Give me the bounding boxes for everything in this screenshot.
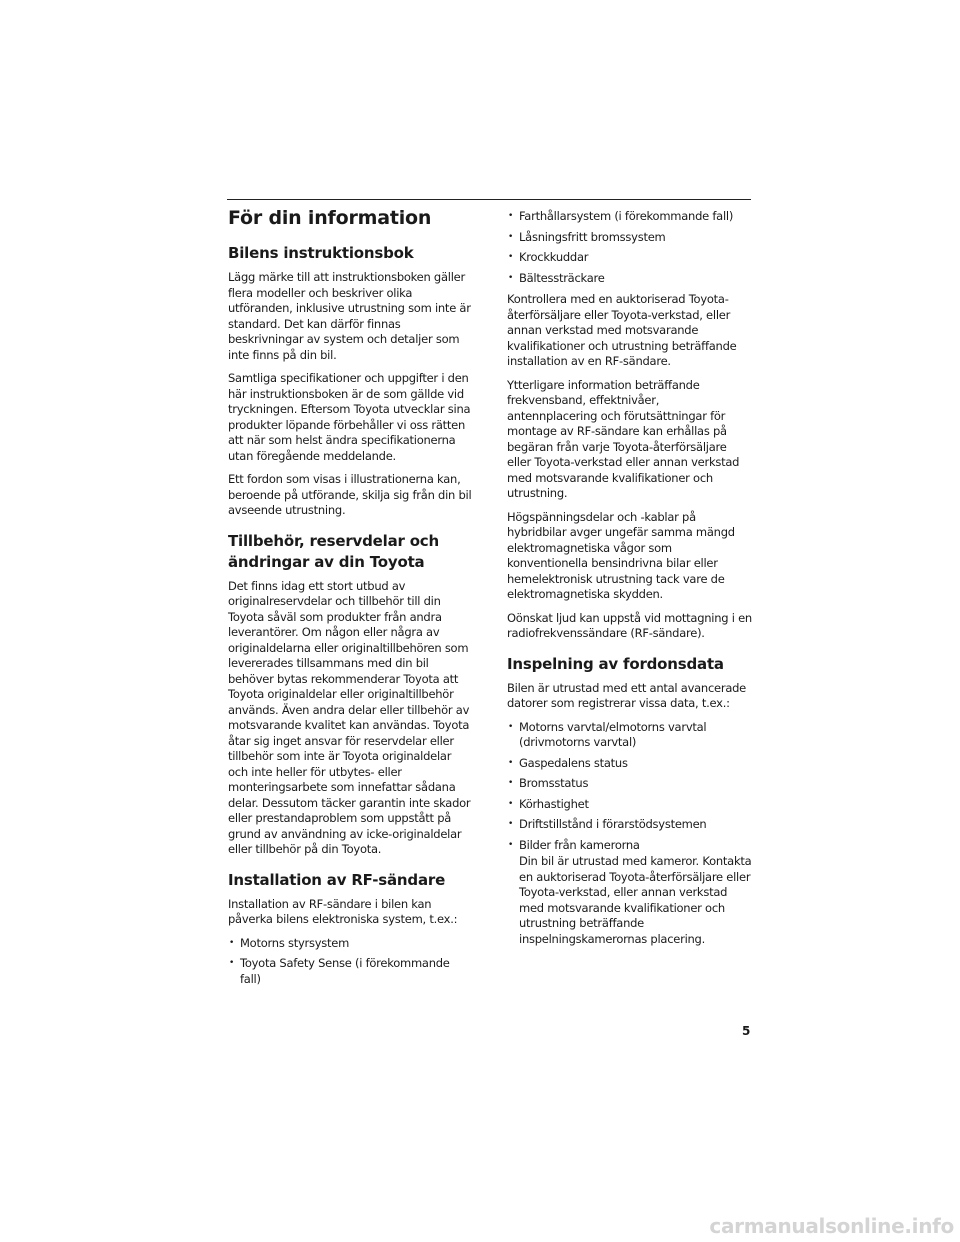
left-column [228,205,473,993]
list-item: • Gaspedalens status [507,756,752,772]
page-title: För din information [228,207,432,229]
paragraph: Samtliga specifikationer och uppgifter i den här instruktionsboken är de som gällde vid tryckningen. Eftersom Toyota utvecklar sina produkter löpande förbehåller vi oss rätten att när som helst ändra specifikationerna utan föregående meddelande. [228,371,471,463]
list-item: • Krockkuddar [507,250,752,266]
list-item: • Motorns styrsystem [228,936,473,952]
paragraph: Kontrollera med en auktoriserad Toyota-återförsäljare eller Toyota-verkstad, eller annan verkstad med motsvarande kvalifikationer och utrustning beträffande installation av en RF-sändare. [507,292,737,368]
rf-system-list [228,936,473,988]
list-item-label: Bilder från kamerorna [519,837,640,852]
list-item-cameras [507,838,752,948]
paragraph: Ytterligare information beträffande frekvensband, effektnivåer, antennplacering och förutsättningar för montage av RF-sändare kan erhållas på begäran från varje Toyota-återförsäljare eller Toyota-verkstad eller annan verkstad med motsvarande kvalifikationer och utrustning. [507,377,740,500]
paragraph: Installation av RF-sändare i bilen kan påverka bilens elektroniska system, t.ex.: [228,896,458,926]
heading-instruktionsbok: Bilens instruktionsbok [228,244,414,262]
list-item: • Bromsstatus [507,776,752,792]
heading-fordonsdata: Inspelning av fordonsdata [507,654,724,673]
rf-system-list-continued [507,209,752,286]
list-item: • Bältessträckare [507,271,752,287]
paragraph: Bilen är utrustad med ett antal avancerade datorer som registrerar vissa data, t.ex.: [507,680,747,710]
paragraph: Högspänningsdelar och -kablar på hybridbilar avger ungefär samma mängd elektromagnetiska vågor som konventionella bensindrivna bilar eller hemelektronisk utrustning tack vare de elektromagnetiska skydden. [507,509,735,601]
right-column [507,205,752,953]
heading-rf-sandare: Installation av RF-sändare [228,870,446,889]
list-item: • Toyota Safety Sense (i förekommande fall) [228,956,473,987]
paragraph: Ett fordon som visas i illustrationerna kan, beroende på utförande, skilja sig från din bil avseende utrustning. [228,472,472,517]
camera-note: Din bil är utrustad med kameror. Kontakta en auktoriserad Toyota-återförsäljare eller Toyota-verkstad, eller annan verkstad med motsvarande kvalifikationer och utrustning beträffande inspelningskamerornas placering. [519,854,752,946]
heading-tillbehor: Tillbehör, reservdelar och ändringar av din Toyota [228,531,439,571]
paragraph: Oönskat ljud kan uppstå vid mottagning i en radiofrekvenssändare (RF-sändare). [507,610,752,640]
top-rule [227,199,751,200]
list-item: • Körhastighet [507,797,752,813]
list-item: • Farthållarsystem (i förekommande fall) [507,209,752,225]
paragraph: Det finns idag ett stort utbud av originalreservdelar och tillbehör till din Toyota såväl som produkter från andra leverantörer. Om någon eller några av originaldelarna eller originaltillbehören som levererades tillsammans med din bil behöver bytas rekommenderar Toyota att Toyota originaldelar eller originaltillbehör används. Även andra delar eller tillbehör av motsvarande kvalitet kan användas. Toyota åtar sig inget ansvar för reservdelar eller tillbehör som inte är Toyota originaldelar och inte heller för utbytes- eller monteringsarbete som innefattar sådana delar. Dessutom täcker garantin inte skador eller prestandaproblem som uppstått på grund av användning av icke-originaldelar eller tillbehör på din Toyota. [228,578,471,856]
vehicle-data-list [507,720,752,948]
paragraph: Lägg märke till att instruktionsboken gäller flera modeller och beskriver olika utföranden, inklusive utrustning som inte är standard. Det kan därför finnas beskrivningar av system och detaljer som inte finns på din bil. [228,270,471,362]
list-item: • Motorns varvtal/elmotorns varvtal (drivmotorns varvtal) [507,720,752,751]
watermark: carmanualsonline.info [709,1214,954,1238]
page-number: 5 [742,1024,751,1038]
list-item: • Driftstillstånd i förarstödsystemen [507,817,752,833]
list-item: • Låsningsfritt bromssystem [507,230,752,246]
